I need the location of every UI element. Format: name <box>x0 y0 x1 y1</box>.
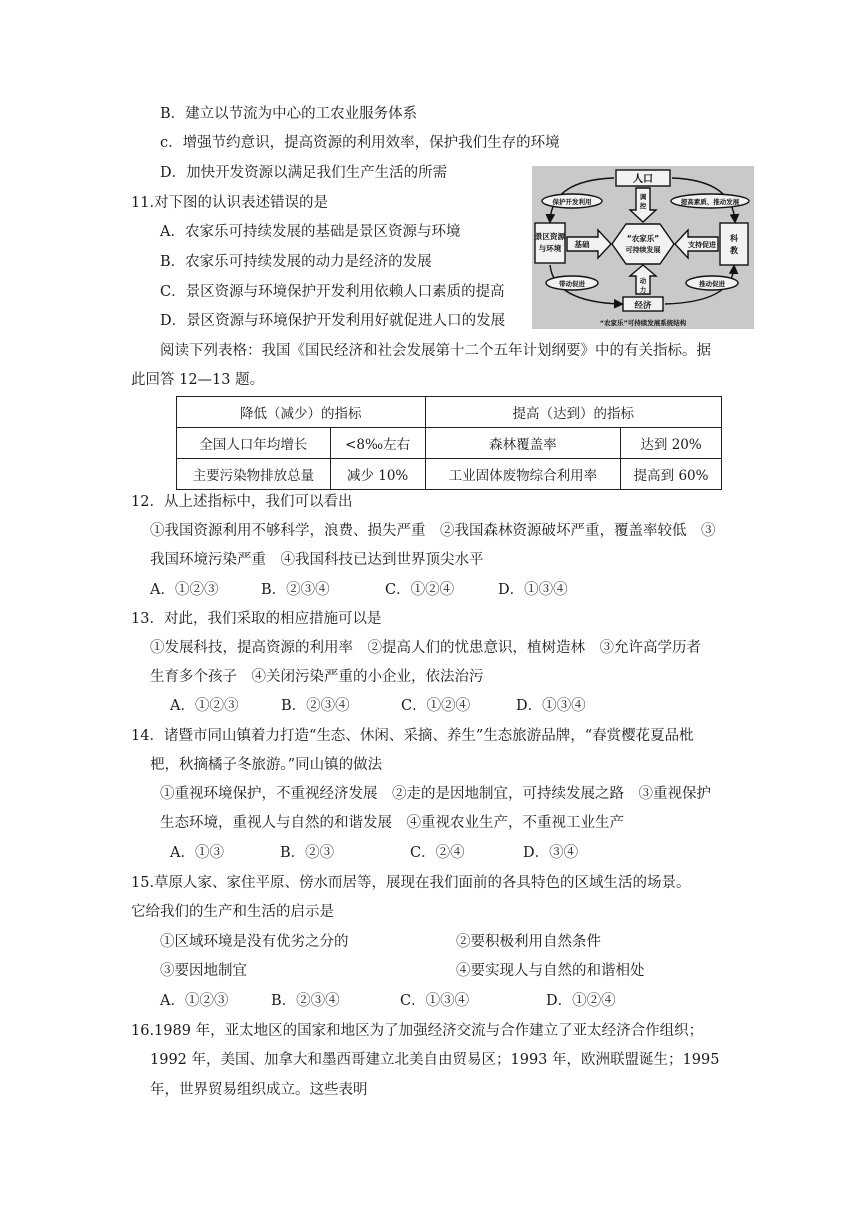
table-cell: 主要污染物排放总量 <box>177 459 331 490</box>
center-label-1: “农家乐” <box>626 234 660 243</box>
drive-label: 带动促进 <box>559 280 585 288</box>
table-row <box>177 428 722 459</box>
table-cell: 森林覆盖率 <box>425 428 621 459</box>
indicator-table <box>176 396 722 490</box>
q11-option-c: C．景区资源与环境保护开发利用依赖人口素质的提高 <box>160 284 505 300</box>
q15-option-d: D．①②④ <box>546 993 616 1009</box>
table-intro-line-1: 阅读下列表格：我国《国民经济和社会发展第十二个五年计划纲要》中的有关指标。据 <box>160 343 711 359</box>
sustainable-development-diagram <box>532 166 754 329</box>
header-increase: 提高（达到）的指标 <box>425 397 721 428</box>
power-label-2: 力 <box>639 286 647 294</box>
resource-box <box>535 223 565 263</box>
q10-option-b: B．建立以节流为中心的工农业服务体系 <box>160 106 418 122</box>
power-label-1: 动 <box>639 277 647 285</box>
q15-statement-2: ②要积极利用自然条件 <box>456 934 601 950</box>
improve-label: 提高素质、推动发展 <box>680 198 740 206</box>
q16-stem-line-1: 16.1989 年，亚太地区的国家和地区为了加强经济交流与合作建立了亚太经济合作组织； <box>131 1023 704 1039</box>
q15-statement-1: ①区域环境是没有优劣之分的 <box>160 934 349 950</box>
resource-label-2: 与环境 <box>538 244 562 253</box>
q14-option-b: B．②③ <box>280 845 335 861</box>
q11-option-b: B．农家乐可持续发展的动力是经济的发展 <box>160 254 432 270</box>
q13-option-d: D．①③④ <box>516 698 586 714</box>
q14-stem-line-2: 杷，秋摘橘子冬旅游。”同山镇的做法 <box>150 757 383 773</box>
q13-option-a: A．①②③ <box>170 698 239 714</box>
q16-stem-line-3: 年，世界贸易组织成立。这些表明 <box>150 1082 368 1098</box>
q13-option-c: C．①②④ <box>401 698 471 714</box>
table-cell: 全国人口年均增长 <box>177 428 331 459</box>
q11-stem: 11.对下图的认识表述错误的是 <box>131 195 329 211</box>
push-label: 推动促进 <box>699 280 725 288</box>
q13-option-b: B．②③④ <box>281 698 350 714</box>
support-label: 支持促进 <box>688 241 716 249</box>
q12-statements-line-1: ①我国资源利用不够科学，浪费、损失严重 ②我国森林资源破坏严重，覆盖率较低 ③ <box>150 523 716 539</box>
basis-label: 基础 <box>574 240 590 249</box>
regulate-label-2: 控 <box>639 202 647 210</box>
protect-label: 保护开发利用 <box>552 198 592 206</box>
q10-option-d: D．加快开发资源以满足我们生产生活的所需 <box>160 165 448 181</box>
q15-option-c: C．①③④ <box>400 993 470 1009</box>
table-cell: 工业固体废物综合利用率 <box>425 459 621 490</box>
q11-option-d: D．景区资源与环境保护开发利用好就促进人口的发展 <box>160 313 506 329</box>
table-header-row <box>177 397 722 428</box>
table-intro-line-2: 此回答 12—13 题。 <box>131 372 265 388</box>
table-cell: 提高到 60% <box>621 459 722 490</box>
q15-stem-line-1: 15.草原人家、家住平原、傍水而居等，展现在我们面前的各具特色的区域生活的场景。 <box>131 875 691 891</box>
q13-options <box>170 696 586 716</box>
q12-option-c: C．①②④ <box>385 582 455 598</box>
q12-options <box>150 580 568 600</box>
science-education-box <box>720 223 748 265</box>
q14-option-a: A．①③ <box>170 845 224 861</box>
q14-options <box>170 843 578 863</box>
science-label: 科 <box>730 234 738 243</box>
q12-option-a: A．①②③ <box>150 582 219 598</box>
q10-option-c: c．增强节约意识，提高资源的利用效率，保护我们生存的环境 <box>160 135 560 151</box>
q11-option-a: A．农家乐可持续发展的基础是景区资源与环境 <box>160 224 461 240</box>
q12-option-d: D．①③④ <box>498 582 568 598</box>
resource-label-1: 景区资源 <box>535 232 565 241</box>
diagram-caption: “农家乐”可持续发展系统结构 <box>599 319 687 327</box>
economy-label: 经济 <box>634 301 652 311</box>
q12-stem: 12．从上述指标中，我们可以看出 <box>131 494 353 510</box>
center-hexagon <box>612 224 674 264</box>
q13-statements-line-1: ①发展科技，提高资源的利用率 ②提高人们的忧患意识，植树造林 ③允许高学历者 <box>150 640 701 656</box>
table-cell: 减少 10% <box>330 459 425 490</box>
table-cell: 达到 20% <box>621 428 722 459</box>
q13-statements-line-2: 生育多个孩子 ④关闭污染严重的小企业，依法治污 <box>150 669 484 685</box>
q15-statement-3: ③要因地制宜 <box>160 963 247 979</box>
q15-options <box>160 991 616 1011</box>
q12-statements-line-2: 我国环境污染严重 ④我国科技已达到世界顶尖水平 <box>150 552 484 568</box>
table-cell: <8‰左右 <box>330 428 425 459</box>
regulate-label-1: 调 <box>639 193 647 201</box>
q14-option-c: C．②④ <box>410 845 465 861</box>
q14-option-d: D．③④ <box>523 845 579 861</box>
q12-option-b: B．②③④ <box>261 582 330 598</box>
q15-stem-line-2: 它给我们的生产和生活的启示是 <box>131 904 334 920</box>
q14-stem-line-1: 14．诸暨市同山镇着力打造“生态、休闲、采摘、养生”生态旅游品牌，“春赏樱花夏品枇 <box>131 728 694 744</box>
q15-option-a: A．①②③ <box>160 993 229 1009</box>
table-row <box>177 459 722 490</box>
q15-option-b: B．②③④ <box>271 993 340 1009</box>
q14-statements-line-1: ①重视环境保护，不重视经济发展 ②走的是因地制宜，可持续发展之路 ③重视保护 <box>160 786 711 802</box>
q16-stem-line-2: 1992 年，美国、加拿大和墨西哥建立北美自由贸易区；1993 年，欧洲联盟诞生；1995 <box>150 1052 720 1068</box>
header-decrease: 降低（减少）的指标 <box>177 397 426 428</box>
q15-statement-4: ④要实现人与自然的和谐相处 <box>456 963 645 979</box>
q14-statements-line-2: 生态环境，重视人与自然的和谐发展 ④重视农业生产，不重视工业生产 <box>160 815 624 831</box>
center-label-2: 可持续发展 <box>625 246 661 254</box>
population-label: 人口 <box>633 174 653 185</box>
q13-stem: 13．对此，我们采取的相应措施可以是 <box>131 611 382 627</box>
education-label: 教 <box>730 246 738 255</box>
